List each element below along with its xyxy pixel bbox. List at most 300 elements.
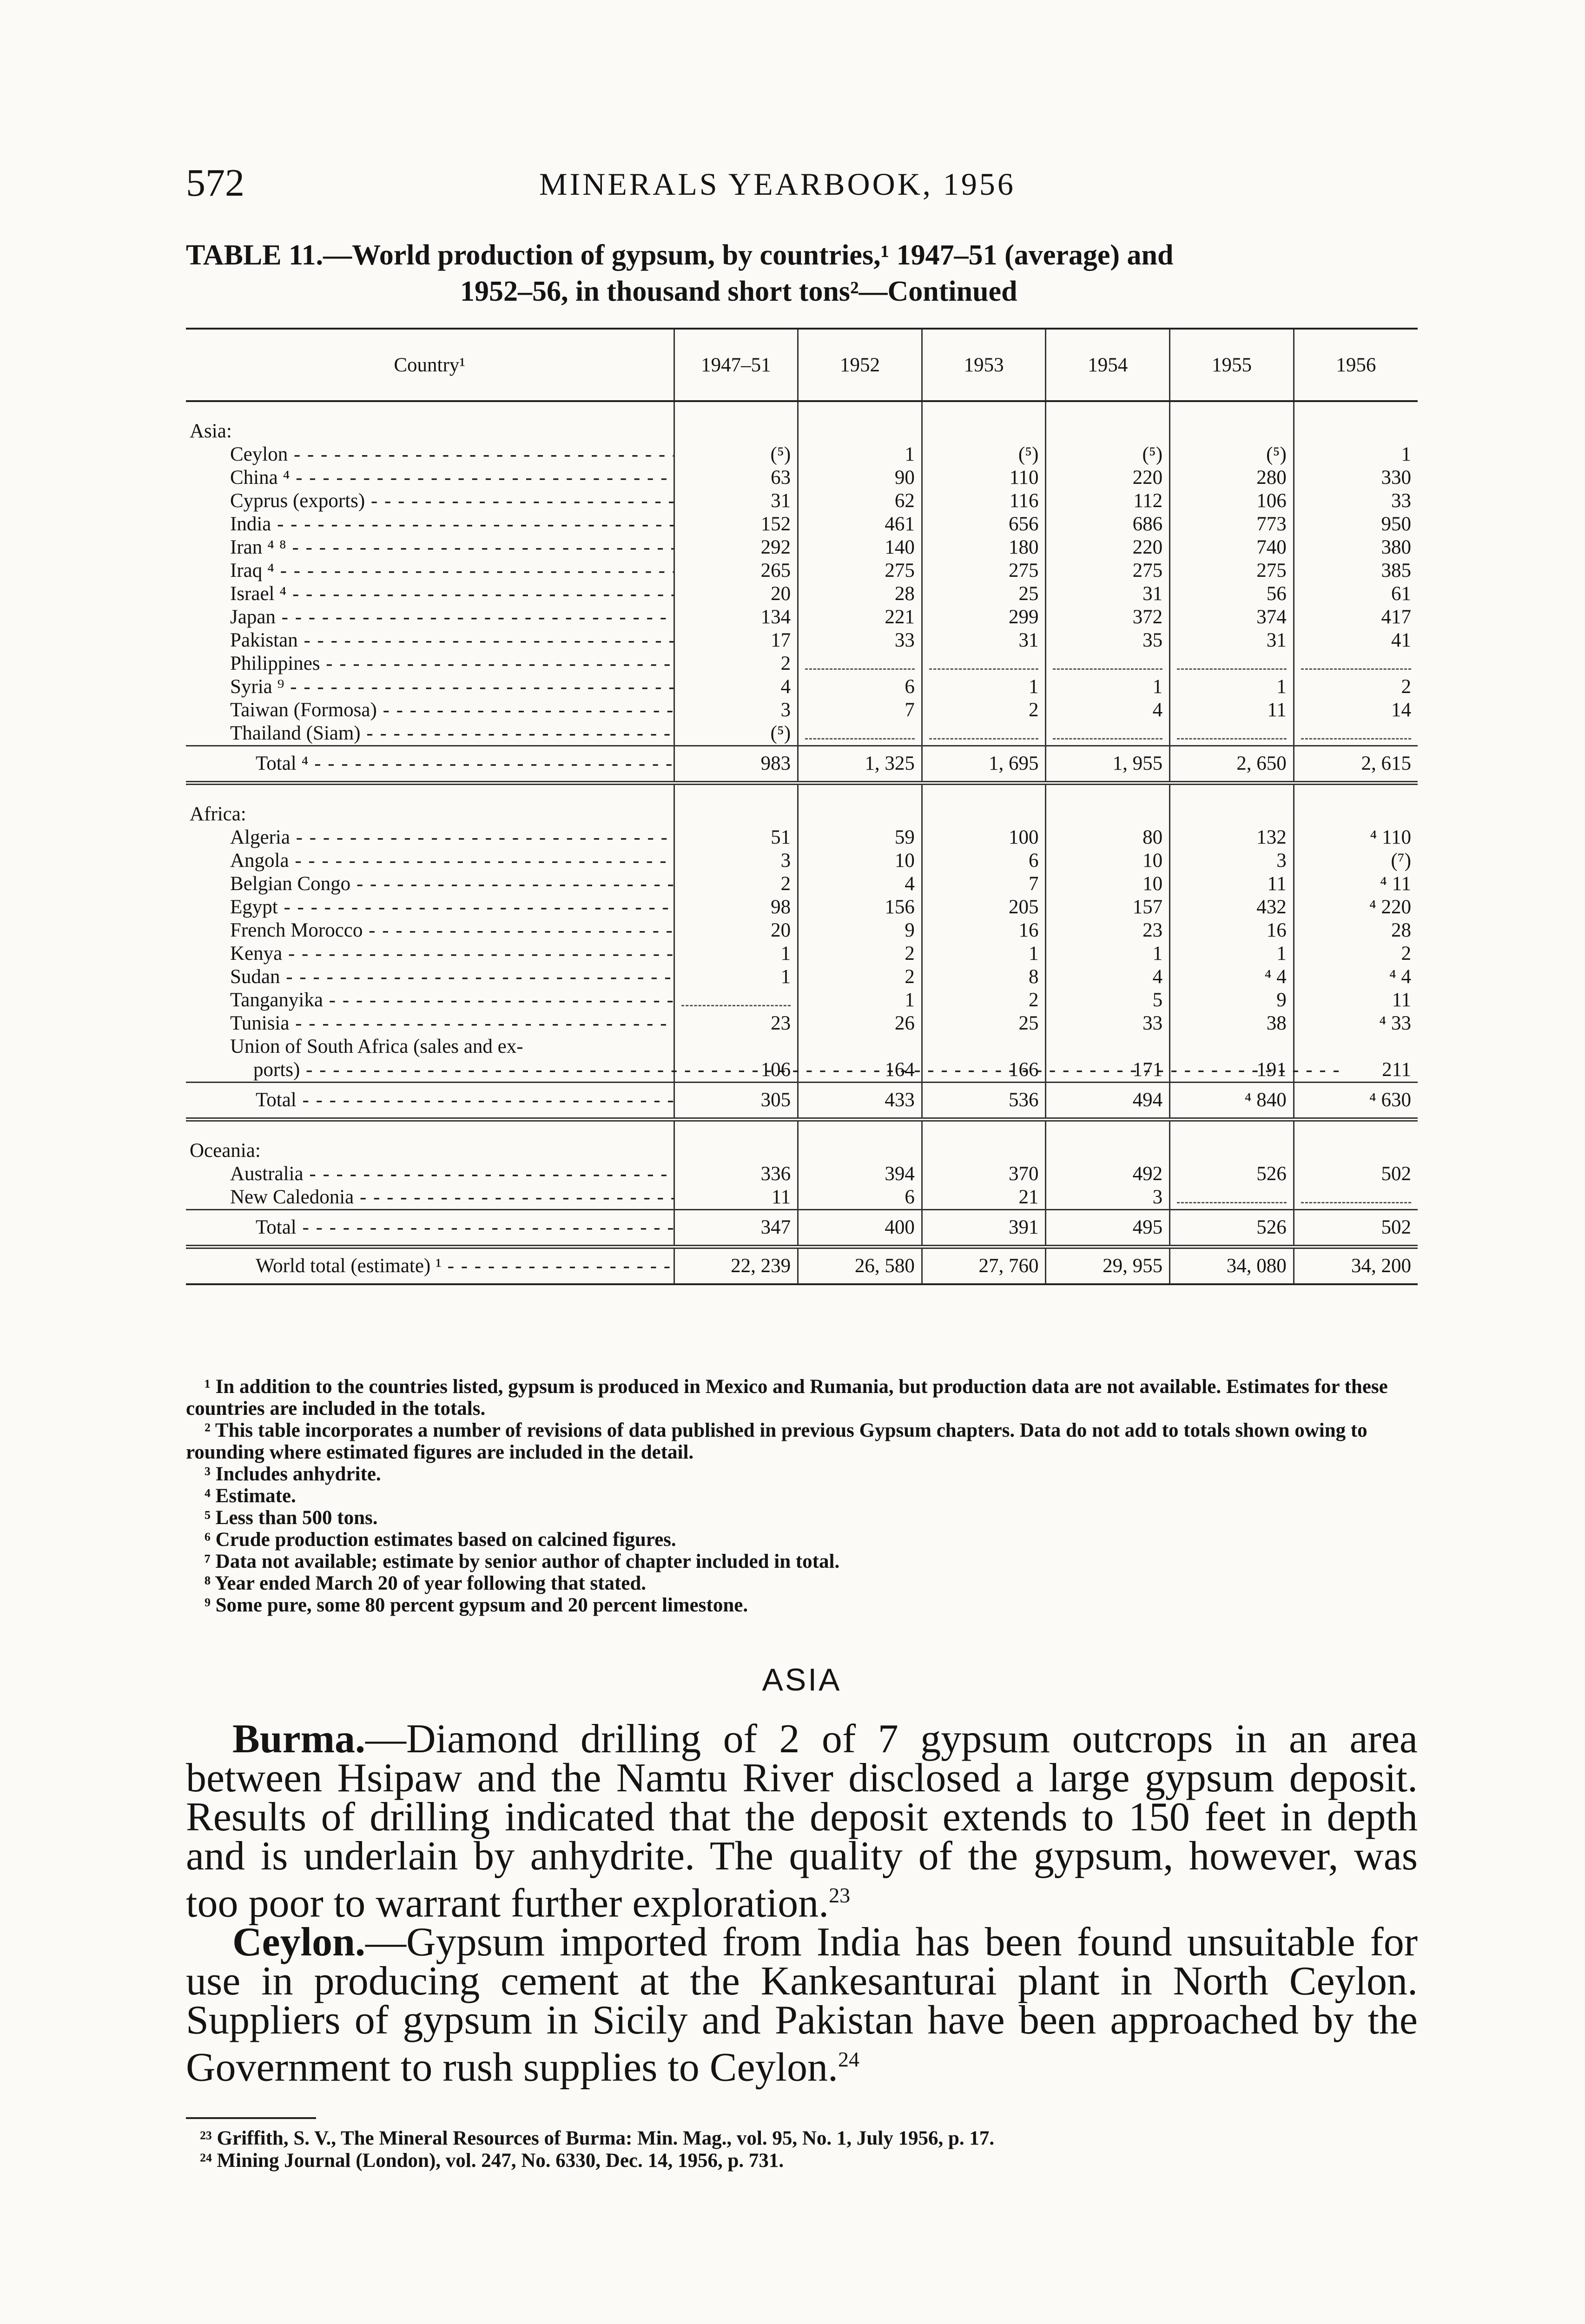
empty-cell [1046,1139,1170,1162]
table-row [186,1186,1418,1210]
table-cell: 6 [798,1186,922,1210]
table-cell: 166 [922,1035,1046,1083]
empty-cell [1170,803,1294,826]
table-cell: 33 [1294,489,1418,513]
table-cell: 394 [798,1162,922,1186]
table-cell: 502 [1294,1162,1418,1186]
table-cell: 205 [922,896,1046,919]
table-cell [798,652,922,675]
table-cell: 156 [798,896,922,919]
table-row [186,826,1418,849]
table-cell: 370 [922,1162,1046,1186]
table-cell: ⁴ 110 [1294,826,1418,849]
table-cell: 16 [922,919,1046,942]
footnote: ⁸ Year ended March 20 of year following that stated. [205,1572,647,1594]
spacer-cell [186,783,674,803]
spacer-cell [186,401,674,420]
table-cell [1046,722,1170,746]
column-header: 1954 [1046,329,1170,401]
table-cell: 2, 615 [1294,746,1418,783]
spacer-cell [674,401,798,420]
footnote: ¹ In addition to the countries listed, gypsum is produced in Mexico and Rumania, but production data are not available. Estimates for these countries are included in the totals. [186,1376,1388,1419]
table-cell [1170,722,1294,746]
empty-cell [1046,420,1170,443]
country-label: Syria ⁹ - - - [186,675,674,699]
paragraph-text: —Gypsum imported from India has been found unsuitable for use in producing cement at the Kankesanturai plant in North Ceylon. Suppliers of gypsum in Sicily and Pakistan have been approached by the Government to rush supplies to Ceylon. [186,1920,1418,2090]
table-row [186,652,1418,675]
table-cell: 280 [1170,466,1294,489]
table-cell: 2 [1294,675,1418,699]
table-cell [798,722,922,746]
table-cell: 1, 955 [1046,746,1170,783]
table-cell: 2 [674,652,798,675]
table-cell: 31 [674,489,798,513]
table-row [186,1012,1418,1035]
table-row [186,965,1418,989]
spacer-cell [1170,1120,1294,1140]
country-label: China ⁴ - - - [186,466,674,489]
empty-cell [1294,420,1418,443]
table-row [186,675,1418,699]
table-cell: 152 [674,513,798,536]
table-cell: 171 [1046,1035,1170,1083]
table-cell: 336 [674,1162,798,1186]
country-label: Kenya - - - [186,942,674,965]
table-row [186,629,1418,652]
table-cell: 3 [1170,849,1294,872]
paragraph-lead: Burma. [232,1717,365,1762]
table-cell: 106 [1170,489,1294,513]
footnote: ⁶ Crude production estimates based on calcined figures. [205,1529,676,1551]
body-text [186,1717,1418,2090]
table-header-row [186,329,1418,401]
table-cell: 417 [1294,606,1418,629]
table-cell: 461 [798,513,922,536]
table-cell: 26 [798,1012,922,1035]
table-cell: 686 [1046,513,1170,536]
table-cell: 31 [1170,629,1294,652]
table-cell: 374 [1170,606,1294,629]
empty-cell [798,420,922,443]
table-cell: 180 [922,536,1046,559]
empty-cell [922,803,1046,826]
table-cell: 740 [1170,536,1294,559]
table-cell: 29, 955 [1046,1247,1170,1285]
table-cell: 275 [922,559,1046,582]
table-cell: 62 [798,489,922,513]
table-cell: 1 [1170,942,1294,965]
dash-placeholder [929,668,1039,670]
spacer-row [186,1120,1418,1140]
table-cell: 90 [798,466,922,489]
table-cell: 31 [1046,582,1170,606]
country-label-line: ports) - - - [230,1059,1341,1081]
table-cell: 20 [674,919,798,942]
table-cell: 3 [1046,1186,1170,1210]
table-cell: 41 [1294,629,1418,652]
table-cell: 3 [674,849,798,872]
table-cell: 3 [674,699,798,722]
table-row [186,942,1418,965]
dash-placeholder [805,738,915,739]
total-row [186,1210,1418,1247]
world-total-row [186,1247,1418,1285]
table-cell: 28 [798,582,922,606]
table-cell: 656 [922,513,1046,536]
table-row [186,989,1418,1012]
table-cell: 22, 239 [674,1247,798,1285]
table-cell: 16 [1170,919,1294,942]
dash-placeholder [681,1005,791,1006]
dash-placeholder [1301,668,1411,670]
spacer-cell [1294,401,1418,420]
column-header: 1956 [1294,329,1418,401]
table-cell: (⁵) [1046,443,1170,466]
dash-placeholder [1301,1202,1411,1203]
table-cell: ⁴ 11 [1294,872,1418,896]
spacer-cell [798,401,922,420]
section-heading: ASIA [762,1662,842,1697]
table-cell [922,722,1046,746]
table-cell: 140 [798,536,922,559]
empty-cell [1170,420,1294,443]
table-cell: 433 [798,1083,922,1120]
table-row [186,606,1418,629]
spacer-cell [1294,1120,1418,1140]
table-cell: 112 [1046,489,1170,513]
table-cell: 275 [1170,559,1294,582]
table-cell: 330 [1294,466,1418,489]
empty-cell [674,1139,798,1162]
spacer-cell [1046,783,1170,803]
table-cell: 275 [1046,559,1170,582]
table-cell: 23 [1046,919,1170,942]
table-cell: 1 [798,443,922,466]
empty-cell [798,1139,922,1162]
table-row [186,536,1418,559]
table-cell [1046,652,1170,675]
country-label: Israel ⁴ - - - [186,582,674,606]
country-label: Angola - - - [186,849,674,872]
table-cell: 33 [1046,1012,1170,1035]
dash-placeholder [1301,738,1411,739]
table-row [186,466,1418,489]
world-total-label: World total (estimate) ¹ - - - [186,1247,674,1285]
table-cell: 1 [1294,443,1418,466]
country-label: Taiwan (Formosa) - - - [186,699,674,722]
table-cell: 1, 695 [922,746,1046,783]
dash-placeholder [1053,738,1162,739]
table-cell: 1 [922,942,1046,965]
empty-cell [798,803,922,826]
spacer-cell [922,401,1046,420]
table-cell: 11 [1170,699,1294,722]
footnote: ⁹ Some pure, some 80 percent gypsum and 20 percent limestone. [205,1594,748,1616]
table-cell: 63 [674,466,798,489]
table-cell: 432 [1170,896,1294,919]
reference-notes [186,2117,1418,2172]
table-cell: 132 [1170,826,1294,849]
table-row [186,443,1418,466]
empty-cell [674,803,798,826]
total-label: Total - - - [186,1083,674,1120]
table-cell: 11 [1170,872,1294,896]
dash-placeholder [1053,668,1162,670]
total-label: Total ⁴ - - - [186,746,674,783]
table-cell: 347 [674,1210,798,1247]
table-cell: 950 [1294,513,1418,536]
column-header: Country¹ [186,329,674,401]
table-cell: 1 [1046,942,1170,965]
table-cell: 61 [1294,582,1418,606]
country-label: Tanganyika - - - [186,989,674,1012]
table-cell: 391 [922,1210,1046,1247]
table-cell: 2 [798,965,922,989]
table-cell: 191 [1170,1035,1294,1083]
table-cell: 6 [922,849,1046,872]
footnote: ⁷ Data not available; estimate by senior author of chapter included in total. [205,1551,840,1572]
table-cell: (⁵) [922,443,1046,466]
table-row [186,513,1418,536]
table-cell: 4 [674,675,798,699]
country-label: Sudan - - - [186,965,674,989]
country-label: India - - - [186,513,674,536]
paragraph [186,1920,1418,2090]
total-row [186,1083,1418,1120]
spacer-cell [1046,1120,1170,1140]
table-row [186,559,1418,582]
table-cell: 299 [922,606,1046,629]
table-cell: 536 [922,1083,1046,1120]
spacer-cell [186,1120,674,1140]
table-cell: 2 [1294,942,1418,965]
table-cell: 292 [674,536,798,559]
table-row [186,919,1418,942]
spacer-cell [1170,783,1294,803]
footnote: ⁵ Less than 500 tons. [205,1507,378,1529]
spacer-cell [674,783,798,803]
country-label: Belgian Congo - - - [186,872,674,896]
column-header: 1955 [1170,329,1294,401]
spacer-cell [922,783,1046,803]
table-cell: 9 [1170,989,1294,1012]
country-label [186,1035,674,1083]
dash-placeholder [805,668,915,670]
table-cell: 495 [1046,1210,1170,1247]
table-cell [674,989,798,1012]
country-label: New Caledonia - - - [186,1186,674,1210]
country-label: Iran ⁴ ⁸ - - - [186,536,674,559]
table-cell: 1 [798,989,922,1012]
country-label: Japan - - - [186,606,674,629]
paragraph-text: —Diamond drilling of 2 of 7 gypsum outcrops in an area between Hsipaw and the Namtu River disclosed a large gypsum deposit. Results of drilling indicated that the deposit extends to 150 feet in depth and is underlain by anhydrite. The quality of the gypsum, however, was too poor to warrant further exploration. [186,1717,1418,1926]
country-label: Thailand (Siam) - - - [186,722,674,746]
table-cell: 157 [1046,896,1170,919]
table-cell: (⁵) [674,722,798,746]
table-cell: 305 [674,1083,798,1120]
table-cell [1170,1186,1294,1210]
table-cell: 106 [674,1035,798,1083]
reference-note: ²³ Griffith, S. V., The Mineral Resources of Burma: Min. Mag., vol. 95, No. 1, July 1956, p. 17. [200,2127,995,2149]
footnote: ⁴ Estimate. [205,1485,296,1507]
table-cell: 220 [1046,536,1170,559]
region-row [186,1139,1418,1162]
table-row [186,722,1418,746]
table-row [186,849,1418,872]
table-cell: 134 [674,606,798,629]
table-cell: 14 [1294,699,1418,722]
table-cell: 34, 080 [1170,1247,1294,1285]
table-cell: 2 [922,989,1046,1012]
table-cell: 10 [1046,872,1170,896]
region-row [186,420,1418,443]
region-row [186,803,1418,826]
table-cell: 1 [1170,675,1294,699]
dash-placeholder [1177,738,1287,739]
table-body [186,401,1418,1284]
table-cell: 502 [1294,1210,1418,1247]
table-cell: 34, 200 [1294,1247,1418,1285]
table-cell: 11 [1294,989,1418,1012]
table-caption-line: TABLE 11.—World production of gypsum, by countries,¹ 1947–51 (average) and [186,239,1174,271]
country-label: Philippines - - - [186,652,674,675]
table-cell: 27, 760 [922,1247,1046,1285]
table-caption-line: 1952–56, in thousand short tons²—Continued [460,276,1017,307]
table-cell: 100 [922,826,1046,849]
table-cell: 5 [1046,989,1170,1012]
country-label: Egypt - - - [186,896,674,919]
paragraph [186,1717,1418,1926]
table-cell: 372 [1046,606,1170,629]
table-cell: 983 [674,746,798,783]
footnote: ² This table incorporates a number of revisions of data published in previous Gypsum chapters. Data do not add to totals shown owing to rounding where estimated figures are included in the detail. [186,1419,1367,1463]
table-cell: 7 [922,872,1046,896]
table-cell: 275 [798,559,922,582]
table-cell: 526 [1170,1162,1294,1186]
table-cell: 35 [1046,629,1170,652]
table-row [186,896,1418,919]
table-row [186,1035,1418,1083]
table-cell: 773 [1170,513,1294,536]
empty-cell [674,420,798,443]
table-cell: (⁵) [674,443,798,466]
table-cell: 98 [674,896,798,919]
table-cell: 211 [1294,1035,1418,1083]
region-label: Asia: [190,420,232,442]
table-cell: 56 [1170,582,1294,606]
table-cell: 17 [674,629,798,652]
table-cell: 2 [798,942,922,965]
dash-placeholder [1177,1202,1287,1203]
table-cell: 1 [674,942,798,965]
country-label: French Morocco - - - [186,919,674,942]
reference-note: ²⁴ Mining Journal (London), vol. 247, No. 6330, Dec. 14, 1956, p. 731. [200,2150,784,2172]
table-cell [1170,652,1294,675]
country-label: Iraq ⁴ - - - [186,559,674,582]
table-cell: 9 [798,919,922,942]
region-label: Oceania: [190,1140,261,1162]
table-cell: 80 [1046,826,1170,849]
table-cell: 23 [674,1012,798,1035]
table-cell: 494 [1046,1083,1170,1120]
country-label: Australia - - - [186,1162,674,1186]
empty-cell [1046,803,1170,826]
table-cell: ⁴ 630 [1294,1083,1418,1120]
footnote: ³ Includes anhydrite. [205,1463,381,1485]
table-cell: 11 [674,1186,798,1210]
region-label: Africa: [190,803,246,825]
total-label: Total - - - [186,1210,674,1247]
spacer-cell [1170,401,1294,420]
table-cell: 33 [798,629,922,652]
spacer-row [186,401,1418,420]
column-header: 1947–51 [674,329,798,401]
country-label: Tunisia - - - [186,1012,674,1035]
paragraph-lead: Ceylon. [232,1920,365,1965]
table-cell: 1, 325 [798,746,922,783]
country-label: Ceylon - - - [186,443,674,466]
table-cell: 1 [674,965,798,989]
empty-cell [922,1139,1046,1162]
table-cell: 7 [798,699,922,722]
table-cell: 4 [1046,965,1170,989]
table-caption [186,237,1418,310]
country-label: Algeria - - - [186,826,674,849]
empty-cell [922,420,1046,443]
table-cell: 51 [674,826,798,849]
table-cell: 400 [798,1210,922,1247]
table-cell: 220 [1046,466,1170,489]
table-cell [1294,1186,1418,1210]
footnote-ref: 23 [829,1883,851,1907]
page-number: 572 [186,161,244,205]
table-row [186,489,1418,513]
spacer-cell [1294,783,1418,803]
spacer-cell [1046,401,1170,420]
country-label-line: Union of South Africa (sales and ex- [230,1036,523,1057]
table-cell: 8 [922,965,1046,989]
empty-cell [1170,1139,1294,1162]
table-cell: 6 [798,675,922,699]
table-cell: 25 [922,1012,1046,1035]
table-cell: 1 [1046,675,1170,699]
spacer-cell [922,1120,1046,1140]
table-cell: ⁴ 840 [1170,1083,1294,1120]
table-cell: 31 [922,629,1046,652]
table-cell: 110 [922,466,1046,489]
table-footnotes [186,1376,1418,1616]
table-cell: 25 [922,582,1046,606]
column-header: 1952 [798,329,922,401]
table-cell: 1 [922,675,1046,699]
table-cell: 492 [1046,1162,1170,1186]
table-cell: 59 [798,826,922,849]
table-row [186,699,1418,722]
spacer-cell [798,1120,922,1140]
running-title: MINERALS YEARBOOK, 1956 [539,166,1016,202]
spacer-row [186,783,1418,803]
table-cell [1294,652,1418,675]
table-cell: ⁴ 4 [1170,965,1294,989]
table-cell: 2 [674,872,798,896]
table-cell: 38 [1170,1012,1294,1035]
table-cell: 10 [798,849,922,872]
table-cell: 10 [1046,849,1170,872]
country-label: Pakistan - - - [186,629,674,652]
table-cell: 4 [1046,699,1170,722]
table-cell: 116 [922,489,1046,513]
table-cell: 526 [1170,1210,1294,1247]
